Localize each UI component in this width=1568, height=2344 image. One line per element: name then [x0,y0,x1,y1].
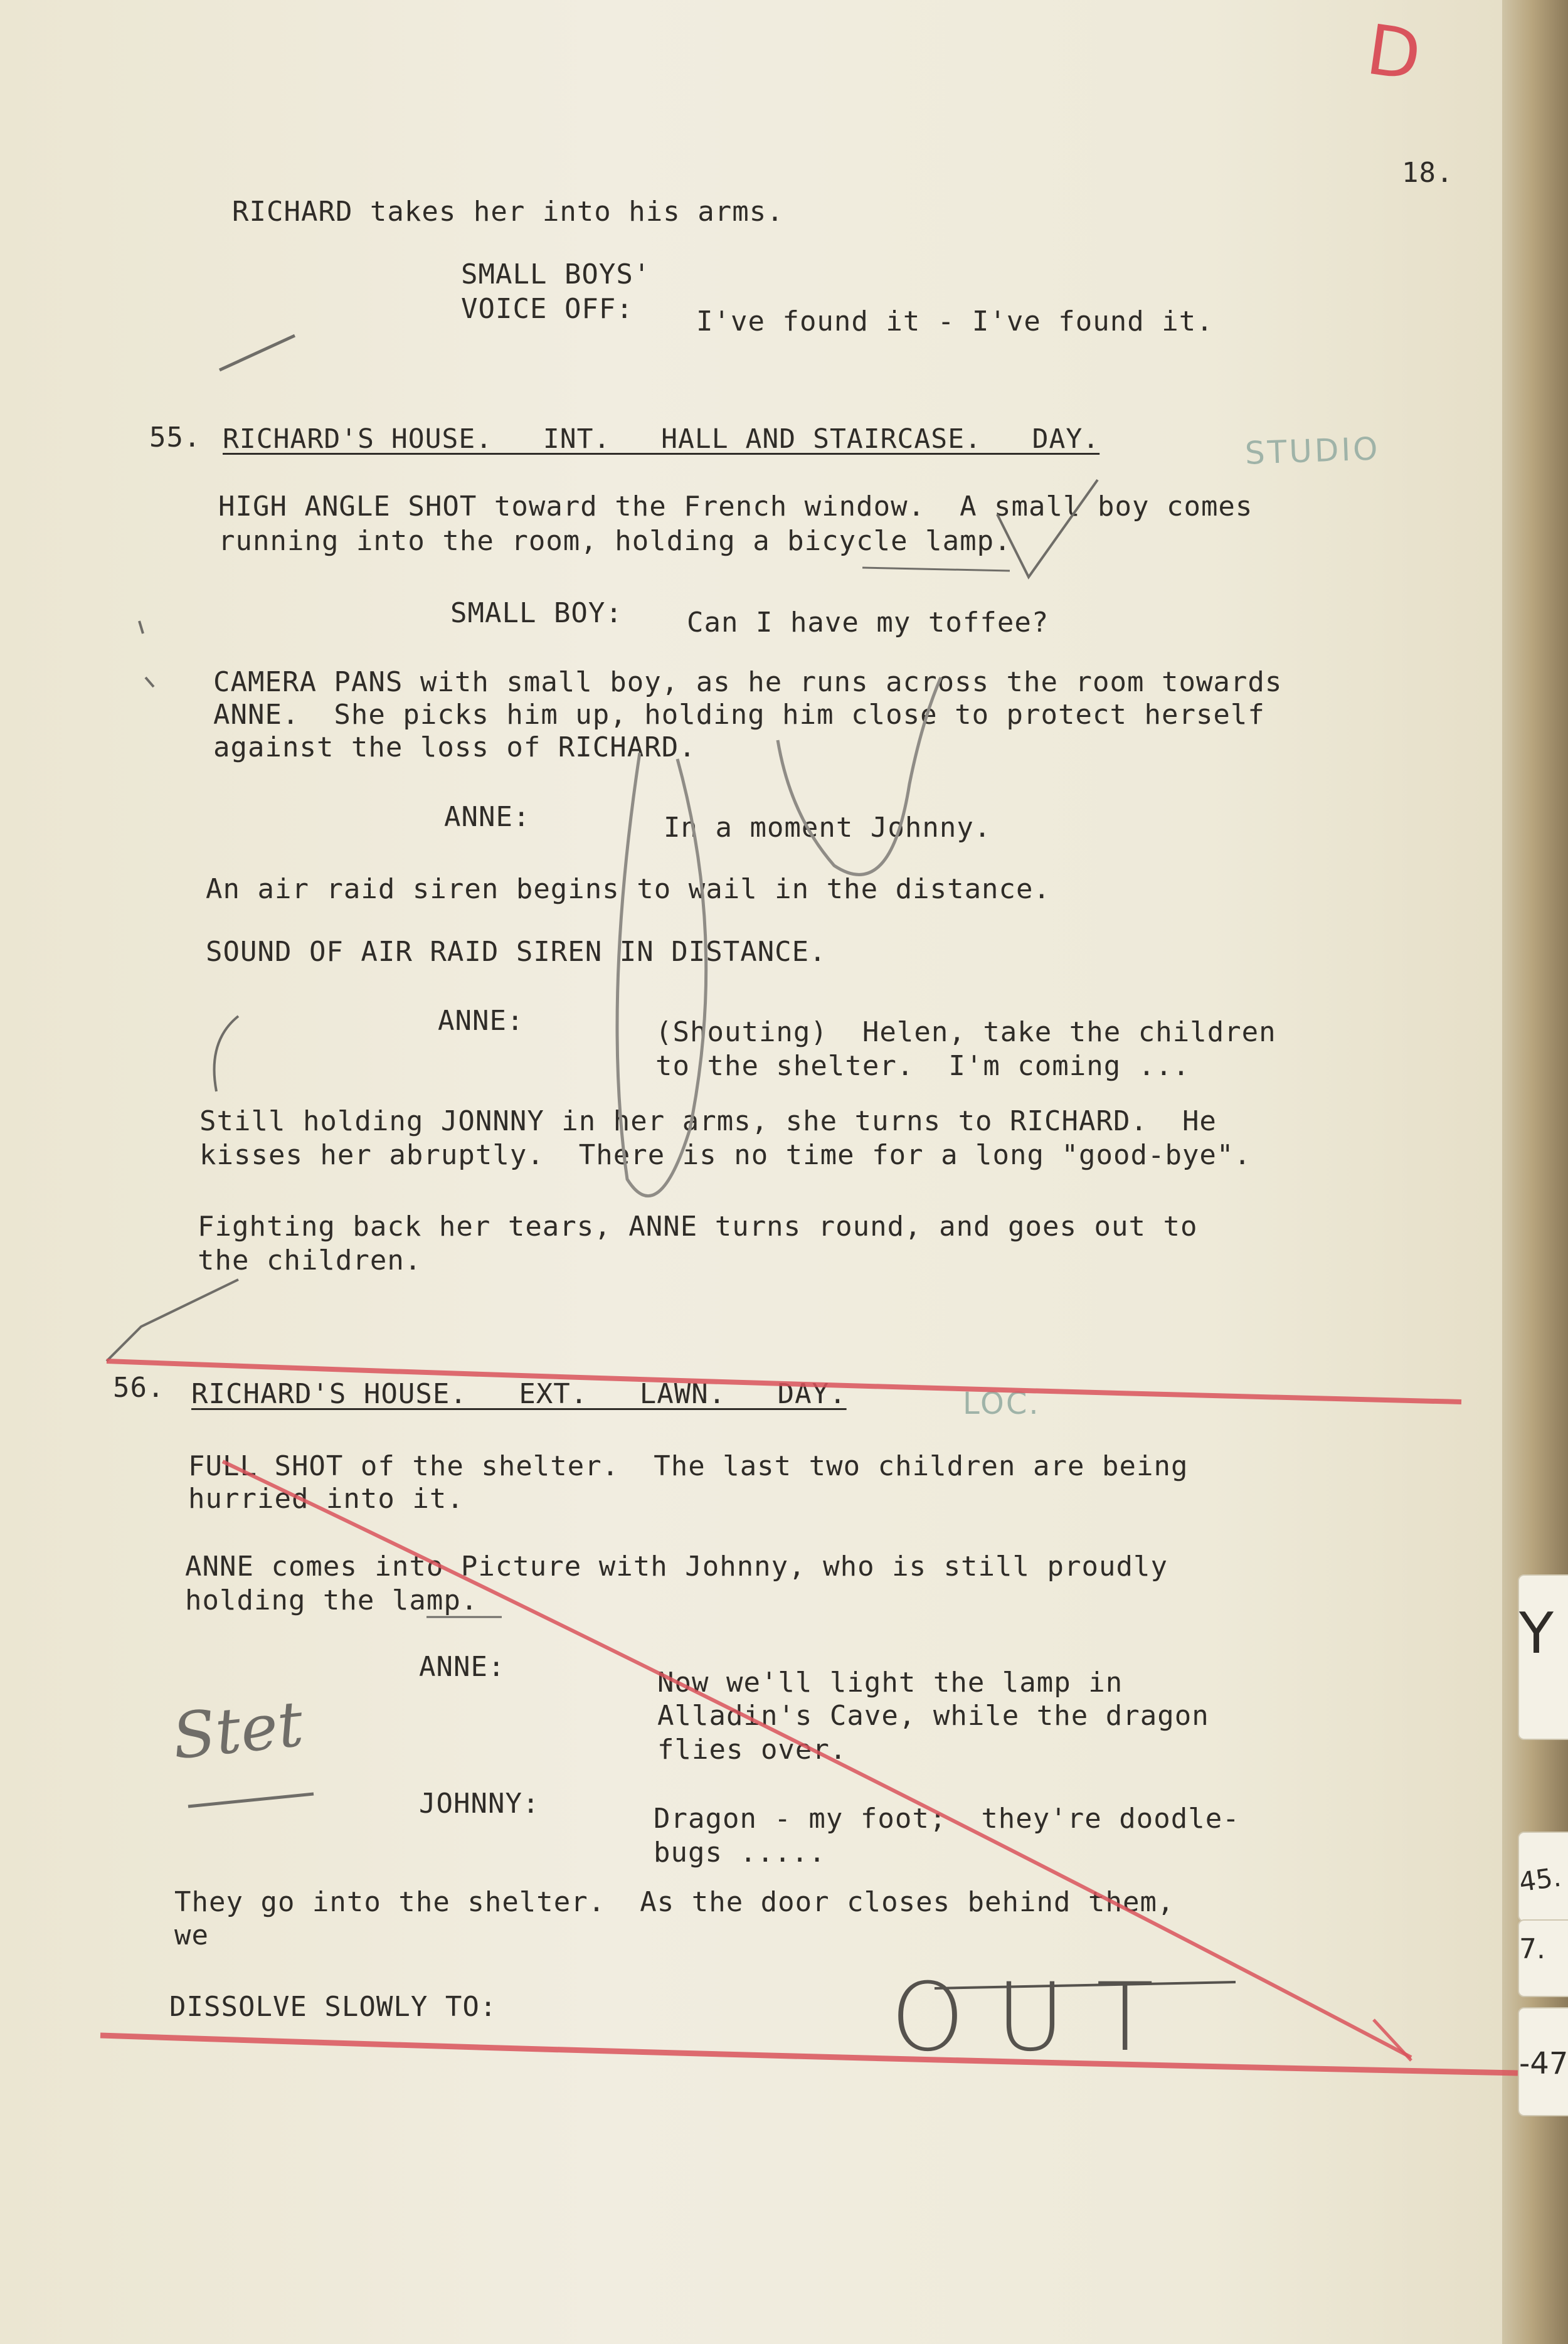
action-line: Still holding JONNNY in her arms, she turns to RICHARD. He [199,1105,1217,1137]
action-line: running into the room, holding a bicycle lamp. [218,525,1012,557]
stet-note: Stet [169,1687,307,1774]
character-name: ANNE: [444,801,531,833]
dialogue-line: Dragon - my foot; they're doodle- [654,1803,1240,1835]
pencil-loop [778,677,941,874]
character-name: JOHNNY: [419,1788,540,1820]
action-line: CAMERA PANS with small boy, as he runs across the room towards [213,666,1283,698]
out-note: OUT [891,1963,1185,2072]
character-name: SMALL BOY: [450,597,623,629]
action-line: FULL SHOT of the shelter. The last two children are being [188,1450,1189,1482]
tick-mark [139,621,143,634]
character-name: SMALL BOYS' [461,258,651,290]
character-name: VOICE OFF: [461,293,633,325]
action-line: kisses her abruptly. There is no time for a long "good-bye". [199,1139,1251,1171]
check-mark [107,1280,238,1361]
red-strike-bottom [100,2035,1518,2073]
dialogue-line: Can I have my toffee? [687,607,1049,639]
action-line: RICHARD takes her into his arms. [232,196,784,228]
page-number: 18. [1402,157,1454,189]
action-line: we [174,1919,209,1951]
action-line: An air raid siren begins to wail in the distance. [206,873,1051,905]
corner-mark-d: D [1362,9,1426,97]
action-line: They go into the shelter. As the door closes behind them, [174,1886,1175,1918]
scene-number: 56. [113,1372,165,1404]
transition: DISSOLVE SLOWLY TO: [169,1991,497,2023]
action-line: ANNE comes into Picture with Johnny, who is still proudly [185,1551,1168,1583]
tab-7-label: 7. [1519,1933,1545,1965]
check-mark [220,336,295,370]
action-line: the children. [198,1244,422,1276]
tab-y-label: Y [1519,1601,1554,1667]
dialogue-line: bugs ..... [654,1837,826,1869]
character-name: ANNE: [419,1651,506,1683]
loc-note: LOC. [963,1386,1041,1421]
dialogue-line: flies over. [657,1734,847,1766]
scene-heading: RICHARD'S HOUSE. EXT. LAWN. DAY. [191,1378,847,1410]
dialogue-line: Now we'll light the lamp in [657,1667,1123,1699]
scene-heading: RICHARD'S HOUSE. INT. HALL AND STAIRCASE. DAY. [223,423,1100,455]
action-line: hurried into it. [188,1483,464,1515]
tab-45-label: 45. [1517,1861,1563,1898]
studio-note: STUDIO [1244,430,1381,472]
dialogue-line: Alladin's Cave, while the dragon [657,1700,1209,1732]
dialogue-line: to the shelter. I'm coming ... [655,1050,1190,1082]
pencil-loop [617,753,706,1196]
pencil-underline [862,568,1010,571]
bracket-mark [215,1016,238,1091]
scene-number: 55. [149,422,201,453]
character-name: ANNE: [438,1005,524,1037]
sound-cue: SOUND OF AIR RAID SIREN IN DISTANCE. [206,936,827,968]
action-line: against the loss of RICHARD. [213,731,696,763]
tab-47-label: -47 [1519,2046,1568,2081]
dialogue-line: I've found it - I've found it. [696,305,1214,337]
action-line: HIGH ANGLE SHOT toward the French window. A small boy comes [218,491,1253,522]
stet-underline [188,1794,314,1806]
dialogue-line: (Shouting) Helen, take the children [655,1016,1276,1048]
tick-mark [146,677,154,687]
out-underline [935,1982,1236,1988]
dialogue-line: In a moment Johnny. [664,812,992,844]
action-line: ANNE. She picks him up, holding him close to protect herself [213,699,1265,731]
red-strike-diagonal [223,1461,1411,2057]
action-line: Fighting back her tears, ANNE turns round, and goes out to [198,1211,1198,1243]
action-line: holding the lamp. [185,1584,479,1616]
red-strike-top [107,1361,1461,1402]
check-mark [997,480,1098,577]
